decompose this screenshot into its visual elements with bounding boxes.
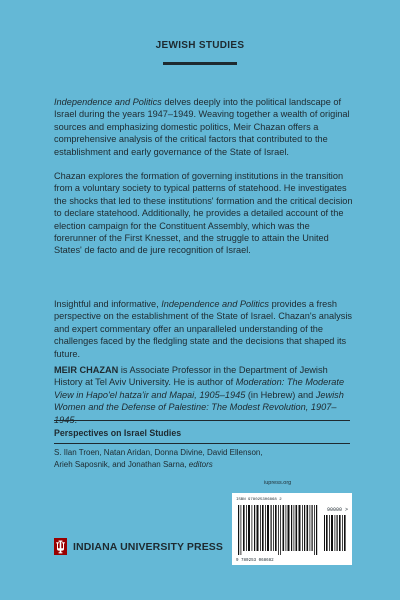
series-divider-bottom — [54, 443, 350, 444]
subject-category: JEWISH STUDIES — [155, 40, 245, 51]
editors-names: Arieh Saposnik, and Jonathan Sarna, — [54, 459, 189, 469]
price-code: 90000 > — [327, 507, 349, 513]
series-editors — [54, 447, 354, 470]
description-text: provides a fresh perspective on the establishment of the State of Israel. Chazan's analysis and expert commentary offer an unparalleled understanding of the challenges faced by the fledgling state and the decisions that shaped its future. — [54, 299, 352, 359]
barcode-number: 9 780253 068682 — [236, 559, 274, 563]
author-bio — [54, 364, 354, 426]
bio-text: (in Hebrew) and — [245, 389, 316, 400]
publisher-name: INDIANA UNIVERSITY PRESS — [73, 540, 224, 553]
header-divider — [163, 62, 237, 65]
iu-trident-icon — [54, 538, 67, 555]
previous-book-title: Moderation: The Moderate View in Hapo'el hatza'ir and Mapai, 1905–1945 — [54, 377, 345, 400]
barcode-graphic — [232, 493, 352, 565]
book-title: Independence and Politics — [161, 299, 270, 309]
isbn-barcode — [232, 493, 352, 565]
author-name: MEIR CHAZAN — [54, 365, 119, 375]
editors-line: S. Ilan Troen, Natan Aridan, Donna Divine, David Ellenson, — [54, 448, 263, 457]
publisher-website: iupress.org — [264, 480, 292, 486]
series-title: Perspectives on Israel Studies — [54, 428, 182, 438]
publisher-logo — [54, 538, 223, 555]
description-text: Chazan explores the formation of governing institutions in the transition from a voluntary society to typical patterns of statehood. He investigates the shocks that led to these institutions' formation and the critical decision to declare statehood. Additionally, he provides a detailed account of the election campaign for the Constituent Assembly, which was the forerunner of the First Knesset, and the struggle to attain the United States' de facto and de jure recognition of Israel. — [54, 171, 353, 256]
previous-book-title: Jewish Women and the Defense of Palestine: The Modest Revolution, 1907– — [54, 389, 344, 413]
series-divider-top — [54, 420, 350, 421]
isbn-label: ISBN 978025306868 2 — [236, 498, 282, 502]
description-text: delves deeply into the political landscape of Israel during the years 1947–1949. Weaving together a wealth of original sources and emphasizing domestic politics, Meir Chazan offers a comprehensive analysis of the critical factors that contributed to the establishment and early governance of the State of Israel. — [54, 97, 350, 157]
bio-text: is Associate Professor in the Department of Jewish History at Tel Aviv University. He is author of — [54, 365, 328, 388]
editors-line — [54, 459, 354, 471]
description-paragraph-2 — [54, 170, 354, 257]
description-paragraph-1 — [54, 96, 354, 158]
description-paragraph-3 — [54, 298, 354, 360]
book-title: Independence and Politics — [54, 97, 162, 107]
editors-suffix: editors — [188, 459, 213, 469]
description-text: Insightful and informative, — [54, 299, 162, 309]
